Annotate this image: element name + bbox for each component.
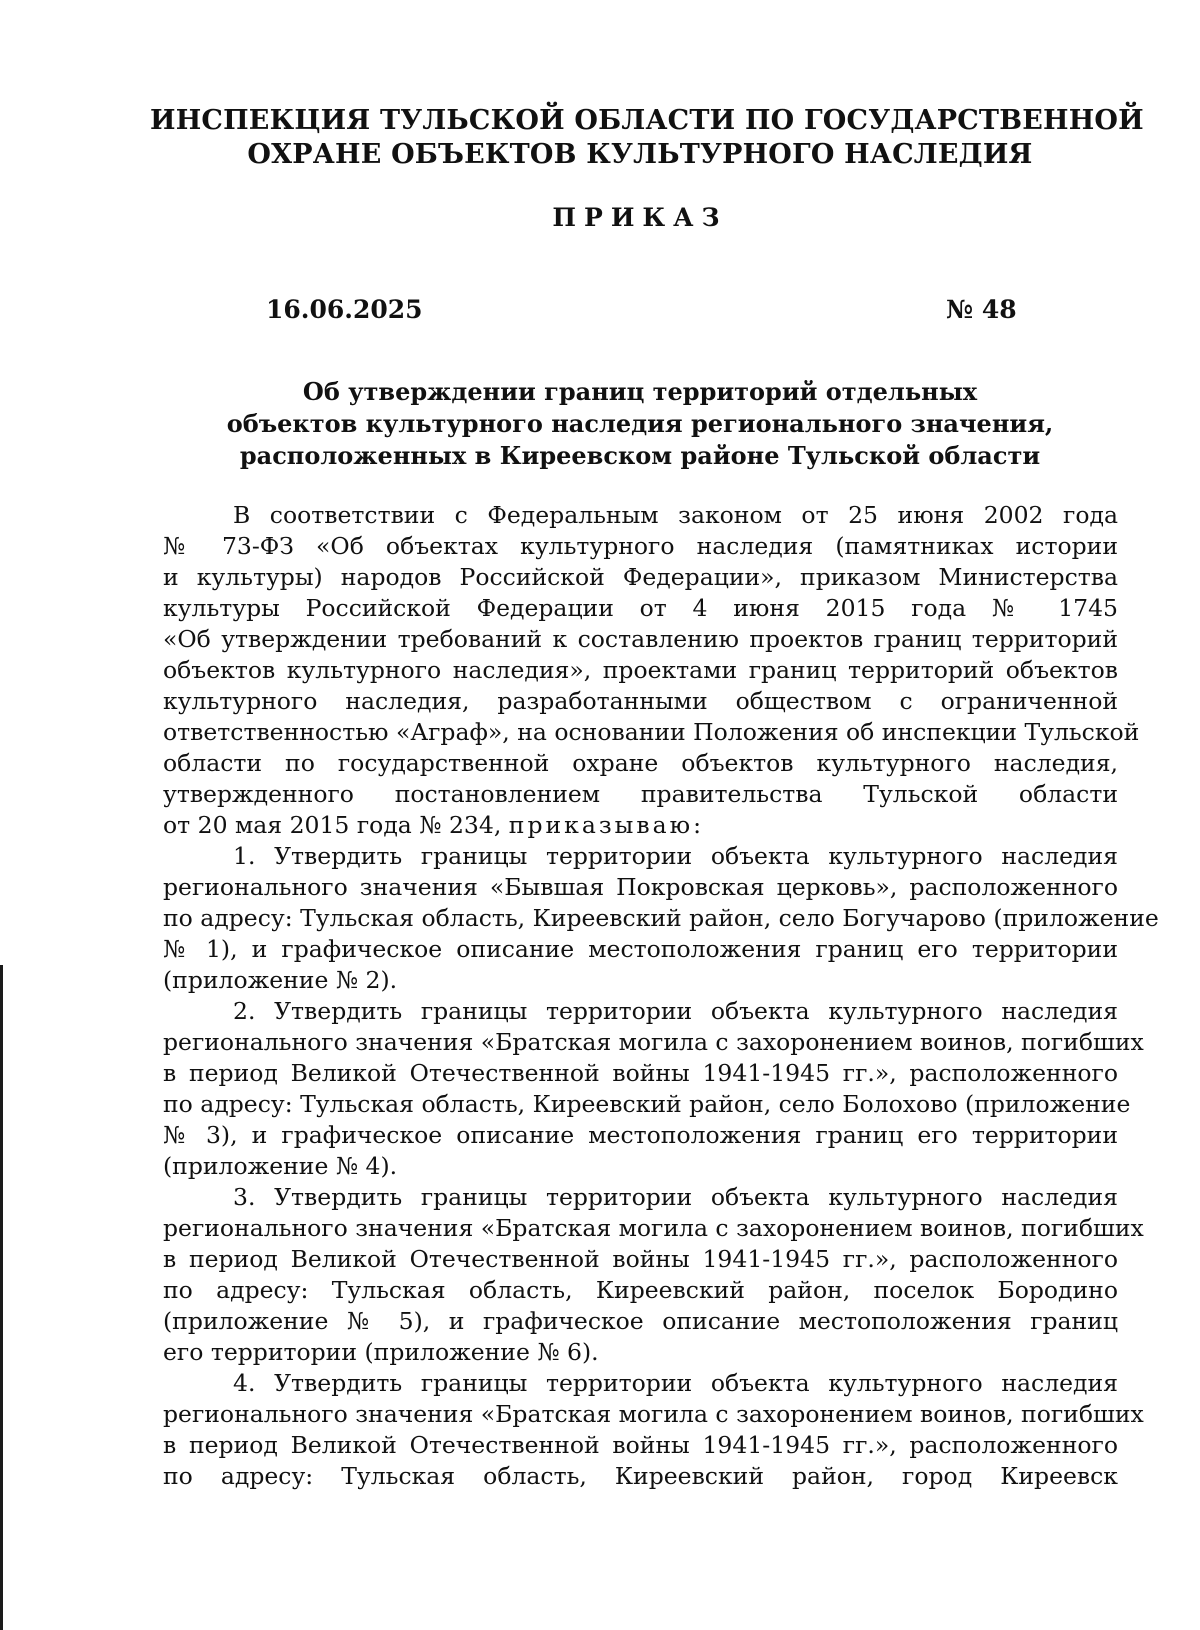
item-line: регионального значения «Бывшая Покровская церковь», расположенного <box>163 873 1118 901</box>
item-line: в период Великой Отечественной войны 1941-1945 гг.», расположенного <box>163 1431 1118 1459</box>
subject-line-2: объектов культурного наследия регионального значения, <box>226 409 1054 438</box>
item-line: 3. Утвердить границы территории объекта культурного наследия <box>233 1183 1118 1211</box>
item-line: № 1), и графическое описание местоположения границ его территории <box>163 935 1118 963</box>
item-line: по адресу: Тульская область, Киреевский район, поселок Бородино <box>163 1276 1118 1304</box>
document-number: № 48 <box>946 295 1017 324</box>
item-line: по адресу: Тульская область, Киреевский район, село Богучарово (приложение <box>163 904 1159 932</box>
item-line: по адресу: Тульская область, Киреевский район, город Киреевск <box>163 1462 1118 1490</box>
document-type-title: ПРИКАЗ <box>552 203 728 232</box>
item-last-line: его территории (приложение № 6). <box>163 1338 599 1366</box>
subject-line-3: расположенных в Киреевском районе Тульской области <box>239 441 1041 470</box>
item-line: в период Великой Отечественной войны 1941-1945 гг.», расположенного <box>163 1245 1118 1273</box>
item-last-line: (приложение № 4). <box>163 1152 398 1180</box>
subject-line-1: Об утверждении границ территорий отдельных <box>302 377 978 406</box>
preamble-line: культуры Российской Федерации от 4 июня 2015 года № 1745 <box>163 594 1118 622</box>
preamble-line: утвержденного постановлением правительства Тульской области <box>163 780 1118 808</box>
preamble-last-text: от 20 мая 2015 года № 234, <box>163 811 502 839</box>
order-item-4 <box>163 1368 1144 1492</box>
item-line: по адресу: Тульская область, Киреевский район, село Болохово (приложение <box>163 1090 1131 1118</box>
preamble-line: объектов культурного наследия», проектами границ территорий объектов <box>163 656 1118 684</box>
preamble-line: ответственностью «Аграф», на основании Положения об инспекции Тульской <box>163 718 1140 746</box>
preamble-last-line <box>163 810 1118 841</box>
scan-edge-artifact <box>0 965 3 1630</box>
preamble-line: культурного наследия, разработанными обществом с ограниченной <box>163 687 1118 715</box>
item-line: (приложение № 5), и графическое описание местоположения границ <box>163 1307 1118 1335</box>
item-line: 2. Утвердить границы территории объекта культурного наследия <box>233 997 1118 1025</box>
item-last-line: (приложение № 2). <box>163 966 398 994</box>
preamble-line: № 73-ФЗ «Об объектах культурного наследия (памятниках истории <box>163 532 1118 560</box>
authority-header <box>150 104 1144 172</box>
item-line: № 3), и графическое описание местоположения границ его территории <box>163 1121 1118 1149</box>
authority-header-line-1: ИНСПЕКЦИЯ ТУЛЬСКОЙ ОБЛАСТИ ПО ГОСУДАРСТВЕННОЙ <box>150 105 1144 136</box>
order-word: приказываю: <box>508 811 704 839</box>
item-line: регионального значения «Братская могила с захоронением воинов, погибших <box>163 1400 1144 1428</box>
item-line: в период Великой Отечественной войны 1941-1945 гг.», расположенного <box>163 1059 1118 1087</box>
document-date: 16.06.2025 <box>266 295 423 324</box>
document-body <box>163 500 1159 1492</box>
preamble-line: области по государственной охране объектов культурного наследия, <box>163 749 1118 777</box>
item-line: 4. Утвердить границы территории объекта культурного наследия <box>233 1369 1118 1397</box>
item-line: регионального значения «Братская могила с захоронением воинов, погибших <box>163 1028 1144 1056</box>
preamble-paragraph <box>163 500 1140 841</box>
preamble-line: «Об утверждении требований к составлению проектов границ территорий <box>163 625 1118 653</box>
item-line: 1. Утвердить границы территории объекта культурного наследия <box>233 842 1118 870</box>
item-line: регионального значения «Братская могила с захоронением воинов, погибших <box>163 1214 1144 1242</box>
order-item-3 <box>163 1182 1144 1368</box>
order-item-1 <box>163 841 1159 996</box>
authority-header-line-2: ОХРАНЕ ОБЪЕКТОВ КУЛЬТУРНОГО НАСЛЕДИЯ <box>247 139 1033 170</box>
order-item-2 <box>163 996 1144 1182</box>
preamble-line: В соответствии с Федеральным законом от 25 июня 2002 года <box>233 501 1118 529</box>
document-subject <box>150 376 1130 472</box>
preamble-line: и культуры) народов Российской Федерации», приказом Министерства <box>163 563 1118 591</box>
